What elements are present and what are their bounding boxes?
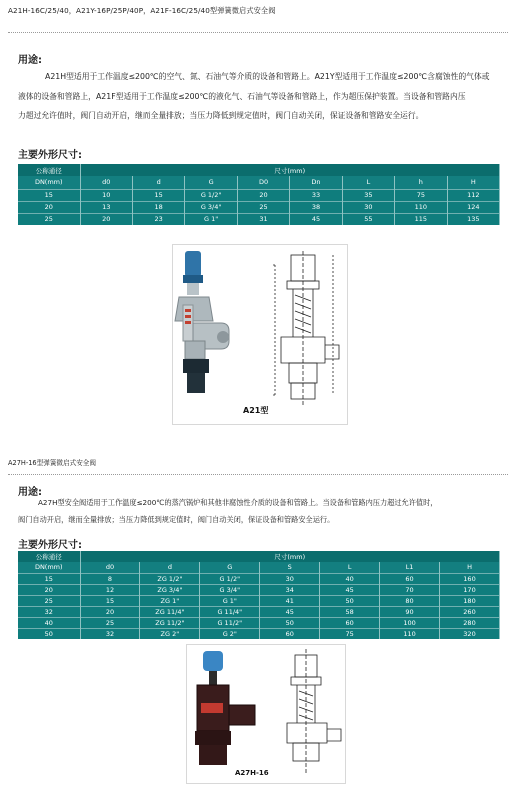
table-cell: G 1"	[185, 213, 237, 225]
column-header: d0	[80, 176, 132, 189]
table-cell: 100	[380, 617, 440, 628]
table-cell: 45	[260, 606, 320, 617]
table-cell: 25	[18, 595, 80, 606]
table-cell: 50	[260, 617, 320, 628]
table-cell: G 11/2"	[200, 617, 260, 628]
table-cell: 50	[320, 595, 380, 606]
table-row	[18, 595, 500, 606]
group-header: 尺寸(mm)	[80, 551, 500, 562]
usage-line: A27H型安全阀适用于工作温度≤200℃的蒸汽锅炉和其他非腐蚀性介质的设备和管路上。当设备和管路内压力超过允许值时，	[38, 498, 438, 507]
column-header: S	[260, 562, 320, 573]
table-cell: G 3/4"	[185, 201, 237, 213]
table-cell: 170	[440, 584, 500, 595]
table-cell: 25	[80, 617, 140, 628]
table-header-row	[18, 164, 500, 176]
table-cell: 110	[395, 201, 447, 213]
table-cell: 12	[80, 584, 140, 595]
corner-bottom: DN(mm)	[18, 562, 80, 573]
usage-line: 力超过允许值时，阀门自动开启，继而全量排放；当压力降低到规定值时，阀门自动关闭，保证设备和管路安全运行。	[18, 111, 424, 120]
column-header: d0	[80, 562, 140, 573]
table-cell: 32	[80, 628, 140, 639]
table-cell: 124	[447, 201, 499, 213]
table-cell: 25	[237, 201, 289, 213]
table-header-row	[18, 551, 500, 562]
table-cell: 20	[18, 201, 80, 213]
table-cell: 50	[18, 628, 80, 639]
table-cell: 40	[18, 617, 80, 628]
group-header: 尺寸(mm)	[80, 164, 500, 176]
table-cell: 135	[447, 213, 499, 225]
table-cell: 30	[260, 573, 320, 584]
a27h-figure-caption: A27H-16	[235, 769, 269, 777]
section1-dims-table	[18, 164, 500, 225]
corner-top: 公称通径	[18, 551, 80, 562]
table-cell: 20	[18, 584, 80, 595]
table-header-row	[18, 562, 500, 573]
table-cell: G 1/2"	[200, 573, 260, 584]
table-cell: 13	[80, 201, 132, 213]
table-cell: 10	[80, 189, 132, 201]
table-cell: 160	[440, 573, 500, 584]
column-header: L	[320, 562, 380, 573]
table-cell: 20	[80, 213, 132, 225]
section1-usage-text	[18, 67, 508, 126]
column-header: D0	[237, 176, 289, 189]
usage-line: 液体的设备和管路上，A21F型适用于工作温度≤200℃的液化气、石油气等设备和管路上，作为超压保护装置。当设备和管路内压	[18, 91, 466, 101]
table-cell: 90	[380, 606, 440, 617]
table-cell: 25	[18, 213, 80, 225]
table-cell: 34	[260, 584, 320, 595]
table-cell: 75	[395, 189, 447, 201]
section2-usage-text	[18, 494, 508, 528]
section1-dims-heading: 主要外形尺寸:	[18, 150, 82, 161]
table-cell: 260	[440, 606, 500, 617]
table-cell: ZG 11/2"	[140, 617, 200, 628]
table-cell: 8	[80, 573, 140, 584]
table-cell: 58	[320, 606, 380, 617]
table-cell: 45	[290, 213, 342, 225]
table-row	[18, 617, 500, 628]
table-cell: 60	[260, 628, 320, 639]
table-row	[18, 606, 500, 617]
table-cell: 115	[395, 213, 447, 225]
table-cell: G 2"	[200, 628, 260, 639]
table-cell: 320	[440, 628, 500, 639]
table-header-row	[18, 176, 500, 189]
table-cell: 30	[342, 201, 394, 213]
table-cell: 110	[380, 628, 440, 639]
table-cell: 15	[18, 189, 80, 201]
table-cell: 55	[342, 213, 394, 225]
table-cell: 33	[290, 189, 342, 201]
table-cell: 60	[320, 617, 380, 628]
table-row	[18, 213, 500, 225]
table-cell: ZG 3/4"	[140, 584, 200, 595]
table-row	[18, 189, 500, 201]
column-header: L	[342, 176, 394, 189]
table-row	[18, 201, 500, 213]
table-cell: 15	[18, 573, 80, 584]
table-cell: 180	[440, 595, 500, 606]
corner-bottom: DN(mm)	[18, 176, 80, 189]
usage-line: 阀门自动开启，继而全量排放；当压力降低到规定值时，阀门自动关闭，保证设备和管路安全运行。	[18, 515, 335, 524]
a21-valve-figure	[172, 244, 348, 425]
table-cell: ZG 2"	[140, 628, 200, 639]
table-cell: 45	[320, 584, 380, 595]
table-cell: 35	[342, 189, 394, 201]
column-header: h	[395, 176, 447, 189]
a27h-valve-figure	[186, 644, 346, 784]
table-row	[18, 584, 500, 595]
section2-usage-heading: 用途:	[18, 487, 42, 498]
divider	[8, 32, 508, 33]
column-header: H	[440, 562, 500, 573]
table-row	[18, 573, 500, 584]
table-cell: 23	[132, 213, 184, 225]
a27h-valve-illustration	[187, 645, 345, 783]
table-cell: 112	[447, 189, 499, 201]
column-header: G	[185, 176, 237, 189]
table-cell: 280	[440, 617, 500, 628]
divider	[8, 474, 508, 475]
column-header: H	[447, 176, 499, 189]
section2-dims-table	[18, 551, 500, 639]
column-header: G	[200, 562, 260, 573]
section2-title: A27H-16型弹簧微启式安全阀	[8, 459, 96, 467]
corner-top: 公称通径	[18, 164, 80, 176]
table-cell: 15	[80, 595, 140, 606]
column-header: d	[140, 562, 200, 573]
table-cell: 32	[18, 606, 80, 617]
section1-title: A21H-16C/25/40，A21Y-16P/25P/40P，A21F-16C/25/40型弹簧微启式安全阀	[8, 6, 276, 15]
table-cell: G 1/2"	[185, 189, 237, 201]
table-cell: 80	[380, 595, 440, 606]
table-cell: 60	[380, 573, 440, 584]
table-cell: 75	[320, 628, 380, 639]
table-cell: 38	[290, 201, 342, 213]
section2-dims-heading: 主要外形尺寸:	[18, 540, 82, 551]
table-cell: 70	[380, 584, 440, 595]
table-cell: G 3/4"	[200, 584, 260, 595]
section1-usage-heading: 用途:	[18, 55, 42, 66]
column-header: Dn	[290, 176, 342, 189]
table-cell: 18	[132, 201, 184, 213]
column-header: d	[132, 176, 184, 189]
table-cell: G 11/4"	[200, 606, 260, 617]
table-cell: 20	[237, 189, 289, 201]
a21-figure-caption: A21型	[243, 406, 269, 415]
table-cell: G 1"	[200, 595, 260, 606]
usage-line: A21H型适用于工作温度≤200℃的空气、氮、石油气等介质的设备和管路上。A21Y型适用于工作温度≤200℃含腐蚀性的气体或	[45, 72, 490, 81]
table-cell: 41	[260, 595, 320, 606]
table-cell: 40	[320, 573, 380, 584]
table-row	[18, 628, 500, 639]
a21-valve-illustration	[173, 245, 347, 424]
column-header: L1	[380, 562, 440, 573]
table-cell: 20	[80, 606, 140, 617]
table-cell: 15	[132, 189, 184, 201]
table-cell: 31	[237, 213, 289, 225]
table-cell: ZG 1/2"	[140, 573, 200, 584]
table-cell: ZG 11/4"	[140, 606, 200, 617]
table-cell: ZG 1"	[140, 595, 200, 606]
